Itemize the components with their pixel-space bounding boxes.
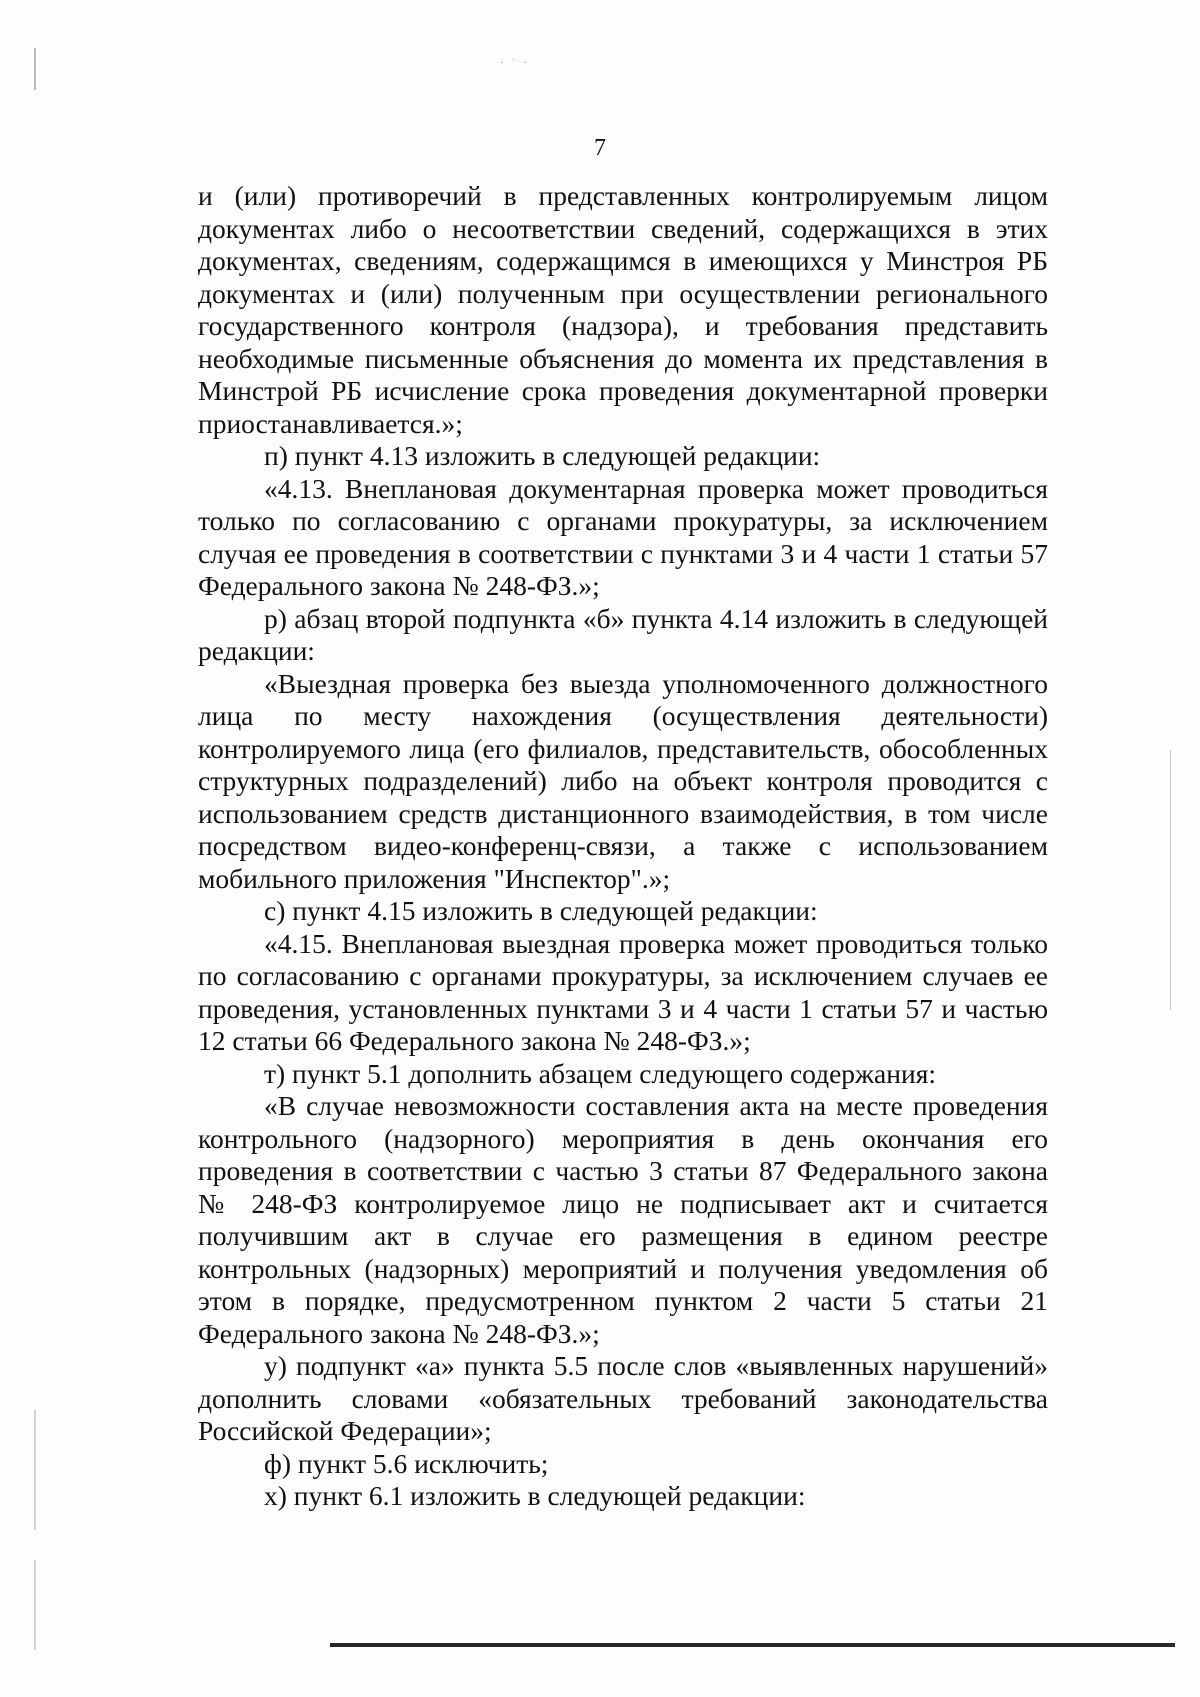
paragraph: и (или) противоречий в представленных контролируемым лицом документах либо о несоответствии сведений, содержащихся в этих документах, сведениям, содержащимся в имеющихся у Минстроя РБ документах и (или) полученным при осуществлении регионального государственного контроля (надзора), и требования представить необходимые письменные объяснения до момента их представления в Минстрой РБ исчисление срока проведения документарной проверки приостанавливается.»; [198, 180, 1048, 439]
page-number: 7 [594, 135, 606, 161]
scan-artifact-left-top [34, 48, 36, 90]
paragraph: «4.15. Внеплановая выездная проверка может проводиться только по согласованию с органами прокуратуры, за исключением случаев ее проведения, установленных пунктами 3 и 4 части 1 статьи 57 и частью 12 статьи 66 Федерального закона № 248-ФЗ.»; [198, 927, 1048, 1056]
paragraph: х) пункт 6.1 изложить в следующей редакции: [264, 1480, 806, 1511]
paragraph: «В случае невозможности составления акта на месте проведения контрольного (надзорного) мероприятия в день окончания его проведения в соответствии с частью 3 статьи 87 Федерального закона № 248-ФЗ контролируемое лицо не подписывает акт и считается получившим акт в случае его размещения в едином реестре контрольных (надзорных) мероприятий и получения уведомления об этом в порядке, предусмотренном пунктом 2 части 5 статьи 21 Федерального закона № 248-ФЗ.»; [198, 1090, 1048, 1349]
paragraph: «Выездная проверка без выезда уполномоченного должностного лица по месту нахождения (осуществления деятельности) контролируемого лица (его филиалов, представительств, обособленных структурных подразделений) либо на объект контроля проводится с использованием средств дистанционного взаимодействия, в том числе посредством видео-конференц-связи, а также с использованием мобильного приложения "Инспектор".»; [198, 667, 1048, 894]
paragraph: р) абзац второй подпункта «б» пункта 4.14 изложить в следующей редакции: [198, 602, 1048, 666]
bottom-rule [330, 1643, 1175, 1647]
paragraph: «4.13. Внеплановая документарная проверка может проводиться только по согласованию с органами прокуратуры, за исключением случая ее проведения в соответствии с пунктами 3 и 4 части 1 статьи 57 Федерального закона № 248-ФЗ.»; [198, 472, 1048, 601]
paragraph: п) пункт 4.13 изложить в следующей редакции: [264, 440, 821, 471]
scan-artifact-right [1170, 750, 1171, 1010]
paragraph: у) подпункт «а» пункта 5.5 после слов «выявленных нарушений» дополнить словами «обязательных требований законодательства Российской Федерации»; [198, 1350, 1048, 1446]
document-body [198, 180, 1048, 1513]
paragraph: т) пункт 5.1 дополнить абзацем следующего содержания: [264, 1057, 936, 1089]
paragraph: ф) пункт 5.6 исключить; [264, 1447, 549, 1479]
paragraph: с) пункт 4.15 изложить в следующей редакции: [264, 895, 818, 926]
scan-artifact-left-mid [34, 1410, 36, 1530]
scan-specks: · ˙ · [500, 58, 530, 69]
scan-artifact-left-bottom [34, 1560, 36, 1650]
